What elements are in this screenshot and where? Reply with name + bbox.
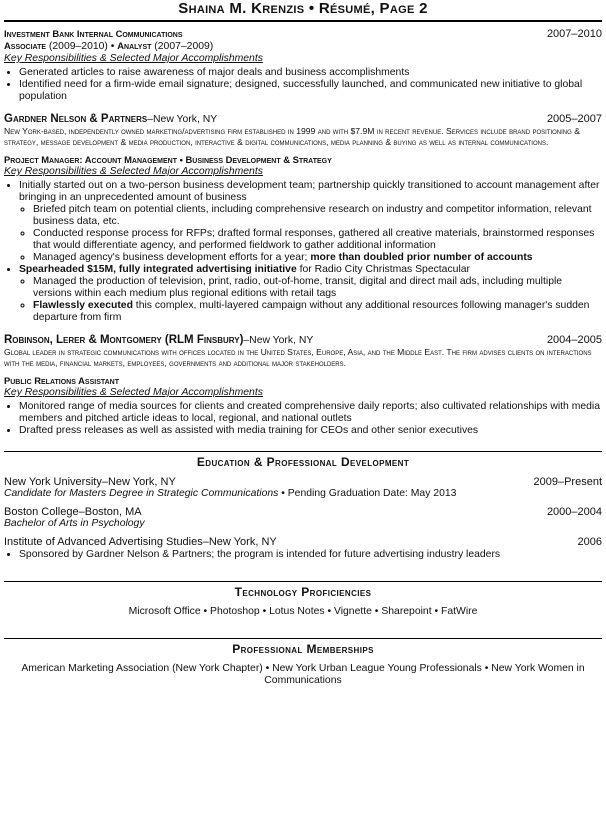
list-item: ◦ Managed agency's business development efforts for a year; more than doubled prior number of accounts bbox=[33, 252, 602, 264]
school-name: Boston College bbox=[4, 506, 79, 518]
job-titles: Associate (2009–2010) • Analyst (2007–2009) bbox=[4, 40, 214, 52]
list-item: • Spearheaded $15M, fully integrated advertising initiative for Radio City Christmas Spectacular ◦ Managed the production of television, print, radio, out-of-home, transit, digital and direct mail ads, including multiple versions within each medium plus regional editions with retail tags ◦ Flawlessly executed this complex, multi-layered campaign without any additional resources following manager's sudden departure from firm bbox=[19, 264, 602, 324]
company-location: –New York, NY bbox=[147, 114, 218, 125]
company-name: Investment Bank Internal Communications bbox=[4, 28, 183, 39]
education-section-title: Education & Professional Development bbox=[196, 455, 410, 469]
list-item: • Generated articles to raise awareness of major deals and business accomplishments bbox=[19, 67, 602, 79]
list-item: • Sponsored by Gardner Nelson & Partners; the program is intended for future advertising industry leaders bbox=[19, 549, 602, 561]
education-dates: 2000–2004 bbox=[546, 506, 602, 518]
job-dates: 2005–2007 bbox=[546, 113, 602, 125]
memberships-section-title: Professional Memberships bbox=[232, 642, 374, 656]
job-investment-bank bbox=[4, 28, 602, 103]
technology-section-title: Technology Proficiencies bbox=[234, 585, 372, 599]
bullet-list bbox=[4, 401, 602, 437]
job-role: Project Manager: Account Management • Business Development & Strategy bbox=[4, 154, 332, 165]
job-dates: 2004–2005 bbox=[546, 334, 602, 346]
school-name: New York University bbox=[4, 476, 102, 488]
key-responsibilities-label: Key Responsibilities & Selected Major Accomplishments bbox=[4, 166, 263, 177]
list-item: ◦ Conducted response process for RFPs; drafted formal responses, gathered all creative materials, brainstormed responses that would differentiate agency, and performed fieldwork to gather additional information bbox=[33, 228, 602, 252]
list-item: • Monitored range of media sources for clients and created comprehensive daily reports; also cultivated relationships with media members and pitched article ideas to local, regional, and national outlets bbox=[19, 401, 602, 425]
list-item: • Drafted press releases as well as assisted with media training for CEOs and other senior executives bbox=[19, 425, 602, 437]
company-location: –New York, NY bbox=[243, 335, 314, 346]
education-item: Boston College–Boston, MA 2000–2004 Bachelor of Arts in Psychology bbox=[4, 506, 602, 529]
key-responsibilities-label: Key Responsibilities & Selected Major Accomplishments bbox=[4, 387, 263, 398]
job-rlm-finsbury bbox=[4, 334, 602, 437]
job-gardner-nelson bbox=[4, 113, 602, 324]
bullet-list bbox=[4, 67, 602, 103]
education-item: Institute of Advanced Advertising Studies–New York, NY 2006 • Sponsored by Gardner Nelson & Partners; the program is intended for future advertising industry leaders bbox=[4, 536, 602, 561]
list-item: • Initially started out on a two-person business development team; partnership quickly transitioned to account management after bringing in an unprecedented amount of business ◦ Briefed pitch team on potential clients, including comprehensive research on industry and competitor information, relevant business data, etc. ◦ Conducted response process for RFPs; drafted formal responses, gathered all creative materials, brainstormed responses that would differentiate agency, and performed fieldwork to gather additional information ◦ Managed agency's business development efforts for a year; more than doubled prior number of accounts bbox=[19, 180, 602, 264]
key-responsibilities-label: Key Responsibilities & Selected Major Accomplishments bbox=[4, 53, 263, 64]
bullet-list bbox=[4, 180, 602, 324]
bullet-list bbox=[4, 549, 602, 561]
section-divider bbox=[4, 451, 602, 452]
section-divider bbox=[4, 638, 602, 639]
list-item: ◦ Managed the production of television, print, radio, out-of-home, transit, digital and direct mail ads, including multiple versions within each medium plus regional editions with retail tags bbox=[33, 276, 602, 300]
list-item: ◦ Flawlessly executed this complex, multi-layered campaign without any additional resources following manager's sudden departure from firm bbox=[33, 300, 602, 324]
memberships-list: American Marketing Association (New York Chapter) • New York Urban League Young Professionals • New York Women in Communications bbox=[21, 663, 585, 686]
company-description: Global leader in strategic communications with offices located in the United States, Europe, Asia, and the Middle East. The firm advises clients on interactions with the media, financial markets, employees, governments and additional major stakeholders. bbox=[4, 347, 592, 368]
company-name: Robinson, Lerer & Montgomery (RLM Finsbury) bbox=[4, 334, 244, 346]
section-divider bbox=[4, 581, 602, 582]
education-dates: 2006 bbox=[577, 536, 602, 548]
school-name: Institute of Advanced Advertising Studies bbox=[4, 536, 203, 548]
resume-page bbox=[4, 0, 602, 687]
job-role: Public Relations Assistant bbox=[4, 375, 120, 386]
company-description: New York-based, independently owned marketing/advertising firm established in 1999 and with $7.9M in recent revenue. Services include brand positioning & strategy, message development & media production, interactive & digital communications, media planning & buying as well as internal communications. bbox=[4, 126, 580, 147]
education-item: New York University–New York, NY 2009–Present Candidate for Masters Degree in Strategic Communications • Pending Graduation Date: May 2013 bbox=[4, 476, 602, 499]
technology-list: Microsoft Office • Photoshop • Lotus Notes • Vignette • Sharepoint • FatWire bbox=[128, 606, 478, 617]
job-dates: 2007–2010 bbox=[546, 28, 602, 40]
list-item: ◦ Briefed pitch team on potential clients, including comprehensive research on industry and competitor information, relevant business data, etc. bbox=[33, 204, 602, 228]
page-title: Shaina M. Krenzis • Résumé, Page 2 bbox=[4, 0, 602, 22]
education-dates: 2009–Present bbox=[533, 476, 602, 488]
list-item: • Identified need for a firm-wide email signature; designed, successfully launched, and communicated new initiative to global population bbox=[19, 79, 602, 103]
company-name: Gardner Nelson & Partners bbox=[4, 113, 148, 125]
